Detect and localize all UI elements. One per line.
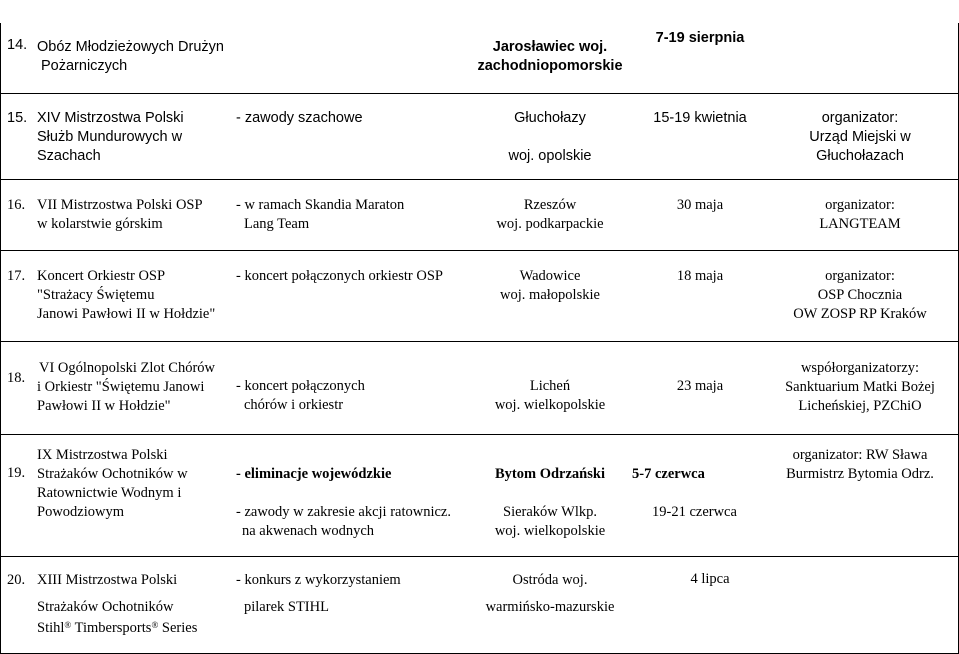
table-row	[0, 341, 959, 435]
event-date: 30 maja	[676, 197, 724, 213]
event-date: 4 lipca	[690, 571, 730, 587]
event-name: XIII Mistrzostwa Polski Strażaków Ochotników Stihl® Timbersports® Series	[37, 572, 198, 636]
event-description: - koncert połączonych chórów i orkiestr	[236, 378, 365, 413]
event-organizer: organizator: Urząd Miejski w Głuchołazach	[809, 110, 911, 164]
row-number: 15.	[7, 110, 28, 126]
event-date: 15-19 kwietnia	[653, 110, 747, 126]
table-row	[0, 434, 959, 557]
event-organizer: organizator: OSP Chocznia OW ZOSP RP Kraków	[793, 268, 927, 322]
event-name: VII Mistrzostwa Polski OSP w kolarstwie górskim	[37, 197, 203, 232]
event-description: - koncert połączonych orkiestr OSP	[236, 268, 443, 284]
event-place: Bytom Odrzański Sieraków Wlkp. woj. wielkopolskie	[494, 466, 606, 539]
table-row	[0, 23, 959, 93]
event-name: Koncert Orkiestr OSP "Strażacy Świętemu Janowi Pawłowi II w Hołdzie"	[37, 268, 216, 322]
event-name: Obóz Młodzieżowych Drużyn Pożarniczych	[37, 39, 224, 74]
event-date: 23 maja	[676, 378, 724, 394]
row-number: 18.	[7, 370, 26, 386]
event-description: - eliminacje wojewódzkie - zawody w zakresie akcji ratownicz. na akwenach wodnych	[236, 466, 451, 539]
table-row	[0, 250, 959, 342]
event-place: Rzeszów woj. podkarpackie	[496, 197, 604, 232]
table-row	[0, 93, 959, 180]
event-place: Wadowice woj. małopolskie	[500, 268, 600, 303]
event-organizer: organizator: LANGTEAM	[819, 197, 901, 232]
event-description: - w ramach Skandia Maraton Lang Team	[236, 197, 405, 232]
event-date: 18 maja	[676, 268, 724, 284]
row-number: 14.	[7, 37, 28, 53]
event-organizer: współorganizatorzy: Sanktuarium Matki Bożej Licheńskiej, PZChiO	[785, 360, 935, 414]
event-place: Głuchołazy woj. opolskie	[508, 110, 592, 164]
event-date: 5-7 czerwca 19-21 czerwca	[632, 466, 737, 520]
event-date: 7-19 sierpnia	[655, 30, 745, 46]
table-row	[0, 179, 959, 251]
row-number: 19.	[7, 465, 26, 481]
event-name: VI Ogólnopolski Zlot Chórów i Orkiestr "Świętemu Janowi Pawłowi II w Hołdzie"	[37, 360, 216, 414]
event-name: IX Mistrzostwa Polski Strażaków Ochotników w Ratownictwie Wodnym i Powodziowym	[37, 447, 188, 520]
event-organizer: organizator: RW Sława Burmistrz Bytomia Odrz.	[786, 447, 934, 482]
event-place: Jarosławiec woj. zachodniopomorskie	[477, 39, 623, 74]
event-place: Ostróda woj. warmińsko-mazurskie	[485, 572, 615, 615]
row-number: 20.	[7, 572, 26, 588]
table-row	[0, 556, 959, 654]
event-place: Licheń woj. wielkopolskie	[494, 378, 606, 413]
event-name: XIV Mistrzostwa Polski Służb Mundurowych w Szachach	[37, 110, 184, 164]
row-number: 17.	[7, 268, 26, 284]
event-description: - konkurs z wykorzystaniem pilarek STIHL	[236, 572, 401, 615]
row-number: 16.	[7, 197, 26, 213]
event-description: - zawody szachowe	[236, 110, 363, 126]
